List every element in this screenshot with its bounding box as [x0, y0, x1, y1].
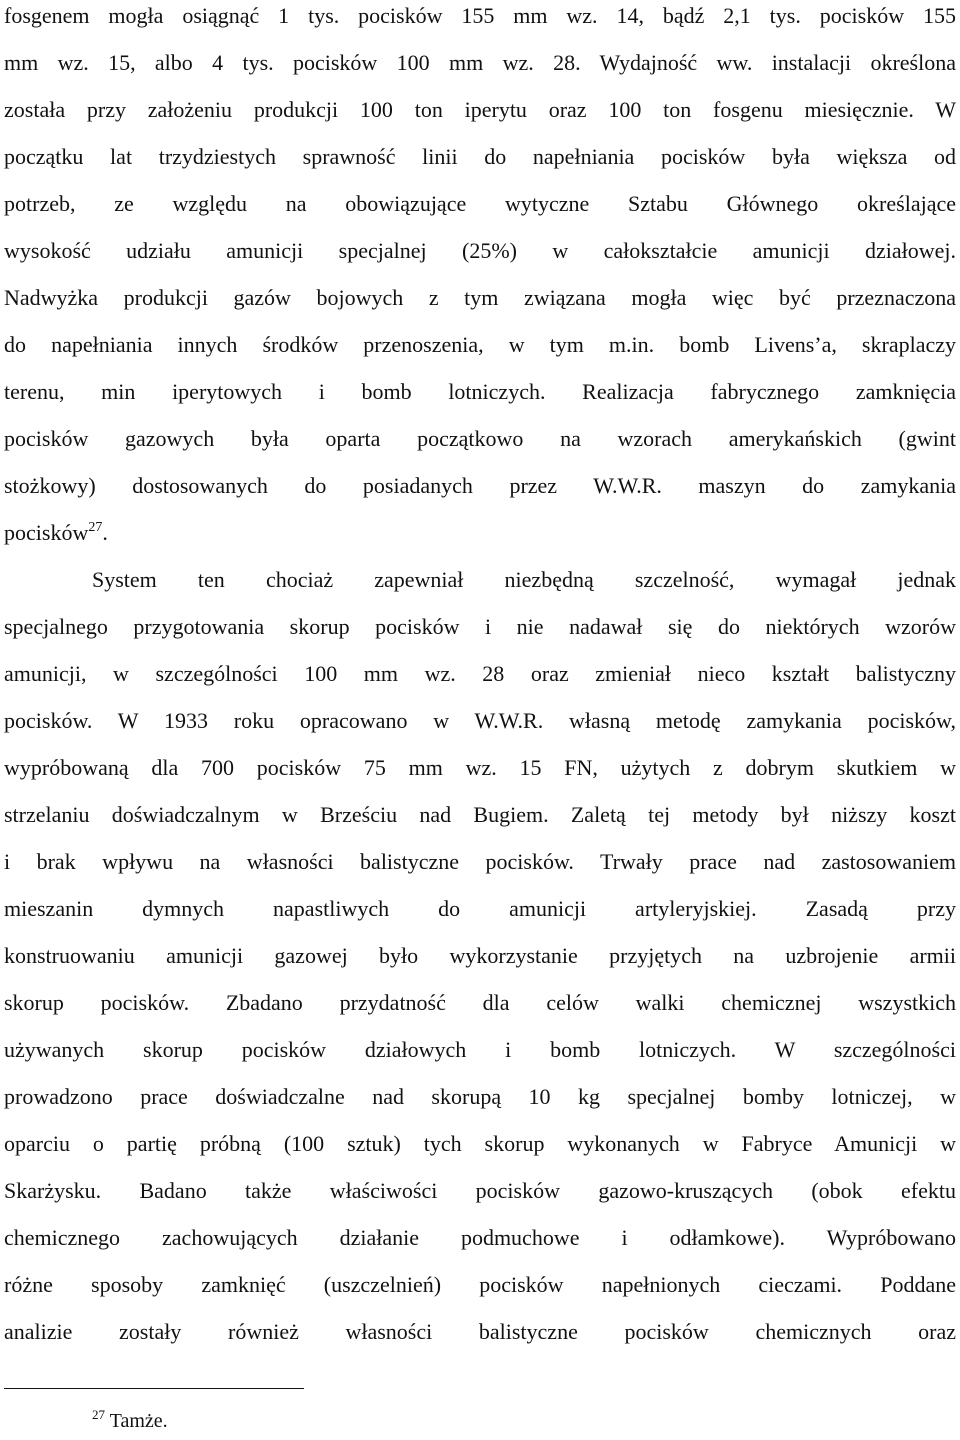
paragraph-1	[4, 0, 956, 556]
text-line: oparciu o partię próbną (100 sztuk) tych skorup wykonanych w Fabryce Amunicji w	[4, 1131, 956, 1156]
text-line: specjalnego przygotowania skorup pocisków i nie nadawał się do niektórych wzorów	[4, 614, 956, 639]
text-line: terenu, min iperytowych i bomb lotniczych. Realizacja fabrycznego zamknięcia	[4, 379, 956, 404]
last-line-text: pocisków	[4, 520, 89, 545]
text-line: Skarżysku. Badano także właściwości pocisków gazowo-kruszących (obok efektu	[4, 1178, 956, 1203]
text-line: amunicji, w szczególności 100 mm wz. 28 oraz zmieniał nieco kształt balistyczny	[4, 661, 956, 686]
text-line: Nadwyżka produkcji gazów bojowych z tym związana mogła więc być przeznaczona	[4, 285, 956, 310]
text-line: różne sposoby zamknięć (uszczelnień) pocisków napełnionych cieczami. Poddane	[4, 1272, 956, 1297]
last-line-end: .	[102, 520, 108, 545]
document-page	[4, 0, 956, 1355]
text-line: została przy założeniu produkcji 100 ton iperytu oraz 100 ton fosgenu miesięcznie. W	[4, 97, 956, 122]
text-line: i brak wpływu na własności balistyczne pocisków. Trwały prace nad zastosowaniem	[4, 849, 956, 874]
text-line: używanych skorup pocisków działowych i bomb lotniczych. W szczególności	[4, 1037, 956, 1062]
text-line: potrzeb, ze względu na obowiązujące wytyczne Sztabu Głównego określające	[4, 191, 956, 216]
text-line: prowadzono prace doświadczalne nad skorupą 10 kg specjalnej bomby lotniczej, w	[4, 1084, 956, 1109]
text-line: początku lat trzydziestych sprawność linii do napełniania pocisków była większa od	[4, 144, 956, 169]
footnote-number: 27	[92, 1407, 105, 1422]
footnote-separator	[4, 1388, 304, 1389]
text-line: pocisków. W 1933 roku opracowano w W.W.R. własną metodę zamykania pocisków,	[4, 708, 956, 733]
text-line: System ten chociaż zapewniał niezbędną szczelność, wymagał jednak	[92, 567, 956, 592]
text-line: mm wz. 15, albo 4 tys. pocisków 100 mm wz. 28. Wydajność ww. instalacji określona	[4, 50, 956, 75]
text-line: mieszanin dymnych napastliwych do amunicji artyleryjskiej. Zasadą przy	[4, 896, 956, 921]
text-line: strzelaniu doświadczalnym w Brześciu nad Bugiem. Zaletą tej metody był niższy koszt	[4, 802, 956, 827]
paragraph-2	[4, 556, 956, 1355]
footnote-text: Tamże.	[109, 1410, 168, 1432]
text-line: pocisków gazowych była oparta początkowo na wzorach amerykańskich (gwint	[4, 426, 956, 451]
footnote-reference[interactable]: 27	[88, 520, 103, 535]
footnote	[92, 1408, 168, 1434]
text-line: skorup pocisków. Zbadano przydatność dla celów walki chemicznej wszystkich	[4, 990, 956, 1015]
text-line: analizie zostały również własności balistyczne pocisków chemicznych oraz	[4, 1319, 956, 1344]
text-line: fosgenem mogła osiągnąć 1 tys. pocisków 155 mm wz. 14, bądź 2,1 tys. pocisków 155	[4, 3, 956, 28]
text-line: stożkowy) dostosowanych do posiadanych przez W.W.R. maszyn do zamykania	[4, 473, 956, 498]
text-line: konstruowaniu amunicji gazowej było wykorzystanie przyjętych na uzbrojenie armii	[4, 943, 956, 968]
text-line: chemicznego zachowujących działanie podmuchowe i odłamkowe). Wypróbowano	[4, 1225, 956, 1250]
text-line: wypróbowaną dla 700 pocisków 75 mm wz. 15 FN, użytych z dobrym skutkiem w	[4, 755, 956, 780]
text-line: do napełniania innych środków przenoszenia, w tym m.in. bomb Livens’a, skraplaczy	[4, 332, 956, 357]
text-line-last	[4, 509, 956, 556]
text-line: wysokość udziału amunicji specjalnej (25%) w całokształcie amunicji działowej.	[4, 238, 956, 263]
